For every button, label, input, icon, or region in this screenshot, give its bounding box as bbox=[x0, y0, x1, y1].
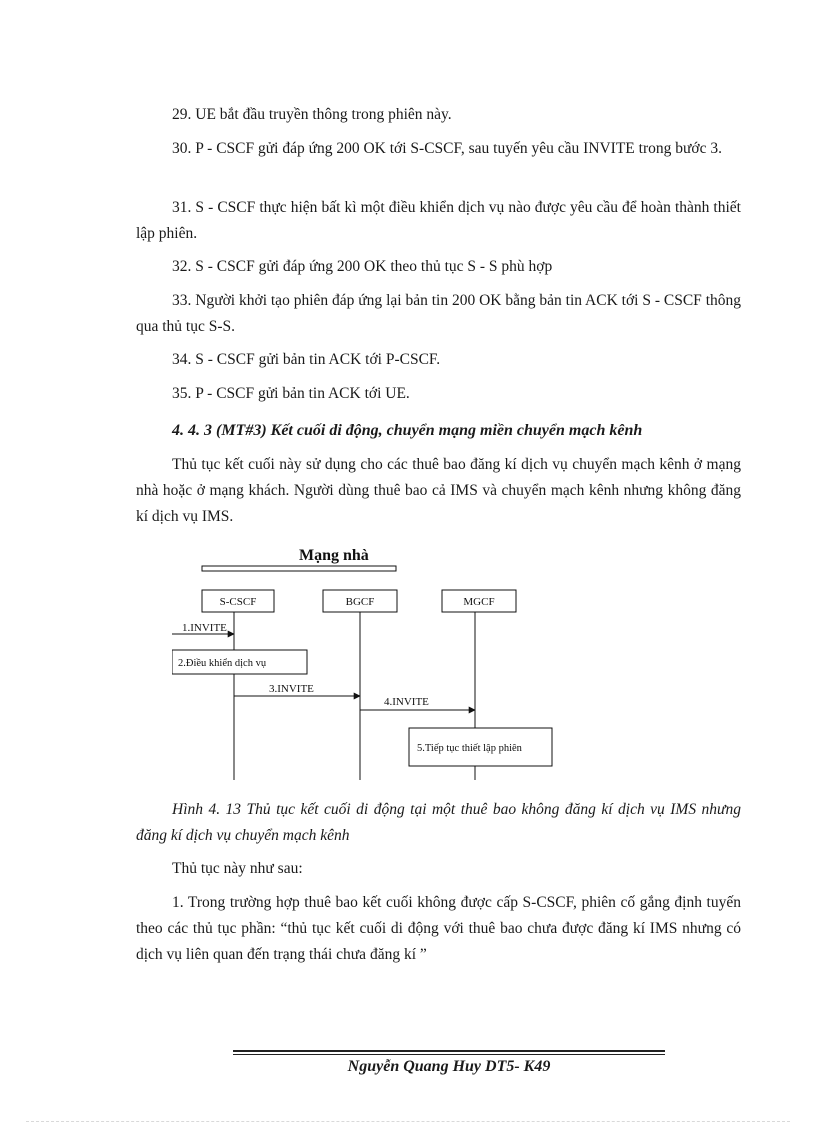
footer-author: Nguyễn Quang Huy DT5- K49 bbox=[347, 1058, 551, 1075]
step-1: 1. Trong trường hợp thuê bao kết cuối không được cấp S-CSCF, phiên cố gắng định tuyến theo các thủ tục phần: “thủ tục kết cuối di động với thuê bao chưa được đăng kí IMS nhưng có dịch vụ liên quan đến trạng thái chưa đăng kí ” bbox=[136, 894, 741, 963]
sequence-diagram bbox=[172, 542, 572, 787]
intro-paragraph: Thủ tục kết cuối này sử dụng cho các thuê bao đăng kí dịch vụ chuyển mạch kênh ở mạng nhà hoặc ở mạng khách. Người dùng thuê bao cả IMS và chuyển mạch kênh nhưng không đăng kí dịch vụ IMS. bbox=[136, 456, 741, 525]
domain-label: Mạng nhà bbox=[299, 547, 369, 564]
action-5-label: 5.Tiếp tục thiết lập phiên bbox=[417, 743, 522, 754]
step-35: 35. P - CSCF gửi bản tin ACK tới UE. bbox=[172, 385, 410, 402]
node-mgcf-label: MGCF bbox=[463, 596, 495, 608]
section-heading: 4. 4. 3 (MT#3) Kết cuối di động, chuyển mạng miền chuyển mạch kênh bbox=[172, 422, 643, 439]
step-29: 29. UE bắt đầu truyền thông trong phiên này. bbox=[172, 106, 452, 123]
message-4-label: 4.INVITE bbox=[384, 696, 429, 708]
step-31: 31. S - CSCF thực hiện bất kì một điều khiển dịch vụ nào được yêu cầu để hoàn thành thiết lập phiên. bbox=[136, 199, 741, 242]
page-edge bbox=[26, 1121, 790, 1122]
step-32: 32. S - CSCF gửi đáp ứng 200 OK theo thủ tục S - S phù hợp bbox=[172, 258, 553, 275]
step-30: 30. P - CSCF gửi đáp ứng 200 OK tới S-CSCF, sau tuyến yêu cầu INVITE trong bước 3. bbox=[172, 140, 722, 157]
footer-rule-thin bbox=[233, 1054, 665, 1055]
domain-bar bbox=[202, 566, 396, 571]
step-34: 34. S - CSCF gửi bản tin ACK tới P-CSCF. bbox=[172, 351, 441, 368]
figure-caption: Hình 4. 13 Thủ tục kết cuối di động tại một thuê bao không đăng kí dịch vụ IMS nhưng đăng kí dịch vụ chuyển mạch kênh bbox=[136, 801, 741, 844]
footer-rule bbox=[233, 1050, 665, 1052]
message-1-label: 1.INVITE bbox=[182, 622, 227, 634]
message-3-label: 3.INVITE bbox=[269, 683, 314, 695]
step-33: 33. Người khởi tạo phiên đáp ứng lại bản tin 200 OK bằng bản tin ACK tới S - CSCF thông qua thủ tục S-S. bbox=[136, 292, 741, 335]
node-s-cscf-label: S-CSCF bbox=[219, 596, 257, 608]
procedure-intro: Thủ tục này như sau: bbox=[172, 860, 303, 877]
action-2-label: 2.Điều khiển dịch vụ bbox=[178, 658, 267, 669]
node-bgcf-label: BGCF bbox=[345, 596, 375, 608]
